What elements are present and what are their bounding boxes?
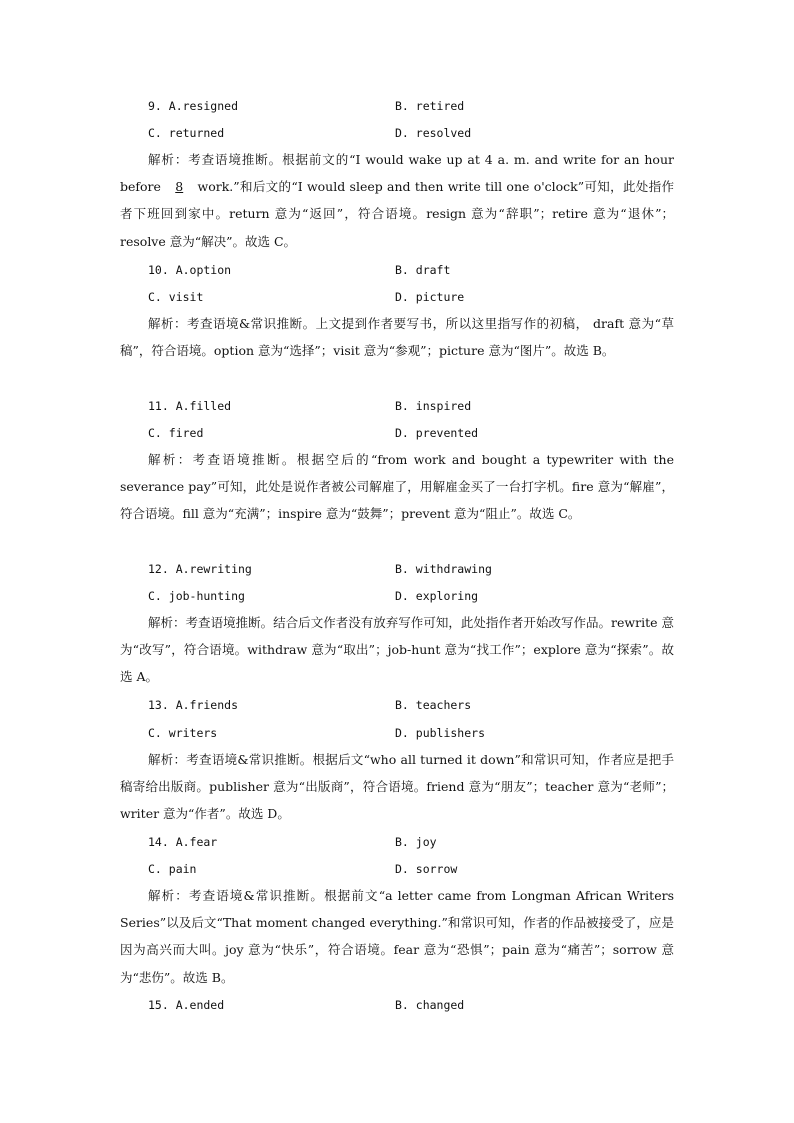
q14-options-row2	[148, 859, 708, 879]
q9-options-row1	[148, 96, 708, 116]
q9-blank-number: 8	[175, 179, 184, 195]
q9-option-b: B. retired	[395, 99, 465, 113]
q13-options-row1	[148, 695, 708, 715]
q15-options-row1	[148, 995, 708, 1015]
q13-option-a: 13. A.friends	[148, 698, 239, 712]
q9-explanation	[120, 146, 674, 255]
q12-option-b: B. withdrawing	[395, 562, 492, 576]
q11-option-d: D. prevented	[395, 426, 479, 440]
q9-options-row2	[148, 123, 708, 143]
q9-option-d: D. resolved	[395, 126, 472, 140]
q10-option-d: D. picture	[395, 290, 465, 304]
q9-option-c: C. returned	[148, 126, 225, 140]
q12-explanation-text: 解析：考查语境推断。结合后文作者没有放弃写作可知，此处指作者开始改写作品。rewrite 意为“改写”，符合语境。withdraw 意为“取出”；job-hunt 意为“找工作”；explore 意为“探索”。故选 A。	[120, 615, 674, 685]
q12-option-a: 12. A.rewriting	[148, 562, 252, 576]
q11-option-b: B. inspired	[395, 399, 472, 413]
q12-options-row1	[148, 559, 708, 579]
q14-explanation-text: 解析：考查语境&常识推断。根据前文“a letter came from Longman African Writers Series”以及后文“That moment changed everything.”和常识可知，作者的作品被接受了，应是因为高兴而大叫。joy 意为“快乐”，符合语境。fear 意为“恐惧”；pain 意为“痛苦”；sorrow 意为“悲伤”。故选 B。	[120, 888, 674, 985]
q13-explanation-text: 解析：考查语境&常识推断。根据后文“who all turned it down”和常识可知，作者应是把手稿寄给出版商。publisher 意为“出版商”，符合语境。friend 意为“朋友”；teacher 意为“老师”；writer 意为“作者”。故选 D。	[120, 752, 674, 822]
q11-explanation	[120, 446, 674, 528]
q13-option-d: D. publishers	[395, 726, 486, 740]
q10-explanation-text: 解析：考查语境&常识推断。上文提到作者要写书，所以这里指写作的初稿， draft 意为“草稿”，符合语境。option 意为“选择”；visit 意为“参观”；picture 意为“图片”。故选 B。	[120, 316, 674, 359]
q13-option-c: C. writers	[148, 726, 218, 740]
q12-option-c: C. job-hunting	[148, 589, 245, 603]
q13-explanation	[120, 746, 674, 828]
q10-options-row1	[148, 260, 708, 280]
q14-explanation	[120, 882, 674, 991]
q14-option-b: B. joy	[395, 835, 437, 849]
q14-option-a: 14. A.fear	[148, 835, 218, 849]
q11-option-c: C. fired	[148, 426, 204, 440]
q9-option-a: 9. A.resigned	[148, 99, 239, 113]
q14-option-c: C. pain	[148, 862, 197, 876]
q10-option-a: 10. A.option	[148, 263, 232, 277]
q12-option-d: D. exploring	[395, 589, 479, 603]
q14-option-d: D. sorrow	[395, 862, 458, 876]
q10-option-c: C. visit	[148, 290, 204, 304]
q15-option-b: B. changed	[395, 998, 465, 1012]
q10-options-row2	[148, 287, 708, 307]
q14-options-row1	[148, 832, 708, 852]
q9-explanation-text: 解析：考查语境推断。根据前文的“I would wake up at 4 a. m. and write for an hour before	[120, 152, 674, 195]
q9-explanation-text-2: work.”和后文的“I would sleep and then write till one o'clock”可知，此处指作者下班回到家中。return 意为“返回”，符合语境。resign 意为“辞职”；retire 意为“退休”；resolve 意为“解决”。故选 C。	[120, 179, 674, 249]
q11-explanation-text: 解析：考查语境推断。根据空后的“from work and bought a typewriter with the severance pay”可知，此处是说作者被公司解雇了，用解雇金买了一台打字机。fire 意为“解雇”，符合语境。fill 意为“充满”；inspire 意为“鼓舞”；prevent 意为“阻止”。故选 C。	[120, 452, 674, 522]
q13-option-b: B. teachers	[395, 698, 472, 712]
q13-options-row2	[148, 723, 708, 743]
q15-option-a: 15. A.ended	[148, 998, 225, 1012]
q10-option-b: B. draft	[395, 263, 451, 277]
q12-explanation	[120, 609, 674, 691]
q10-explanation	[120, 310, 674, 364]
q12-options-row2	[148, 586, 708, 606]
q11-options-row2	[148, 423, 708, 443]
q11-option-a: 11. A.filled	[148, 399, 232, 413]
q11-options-row1	[148, 396, 708, 416]
